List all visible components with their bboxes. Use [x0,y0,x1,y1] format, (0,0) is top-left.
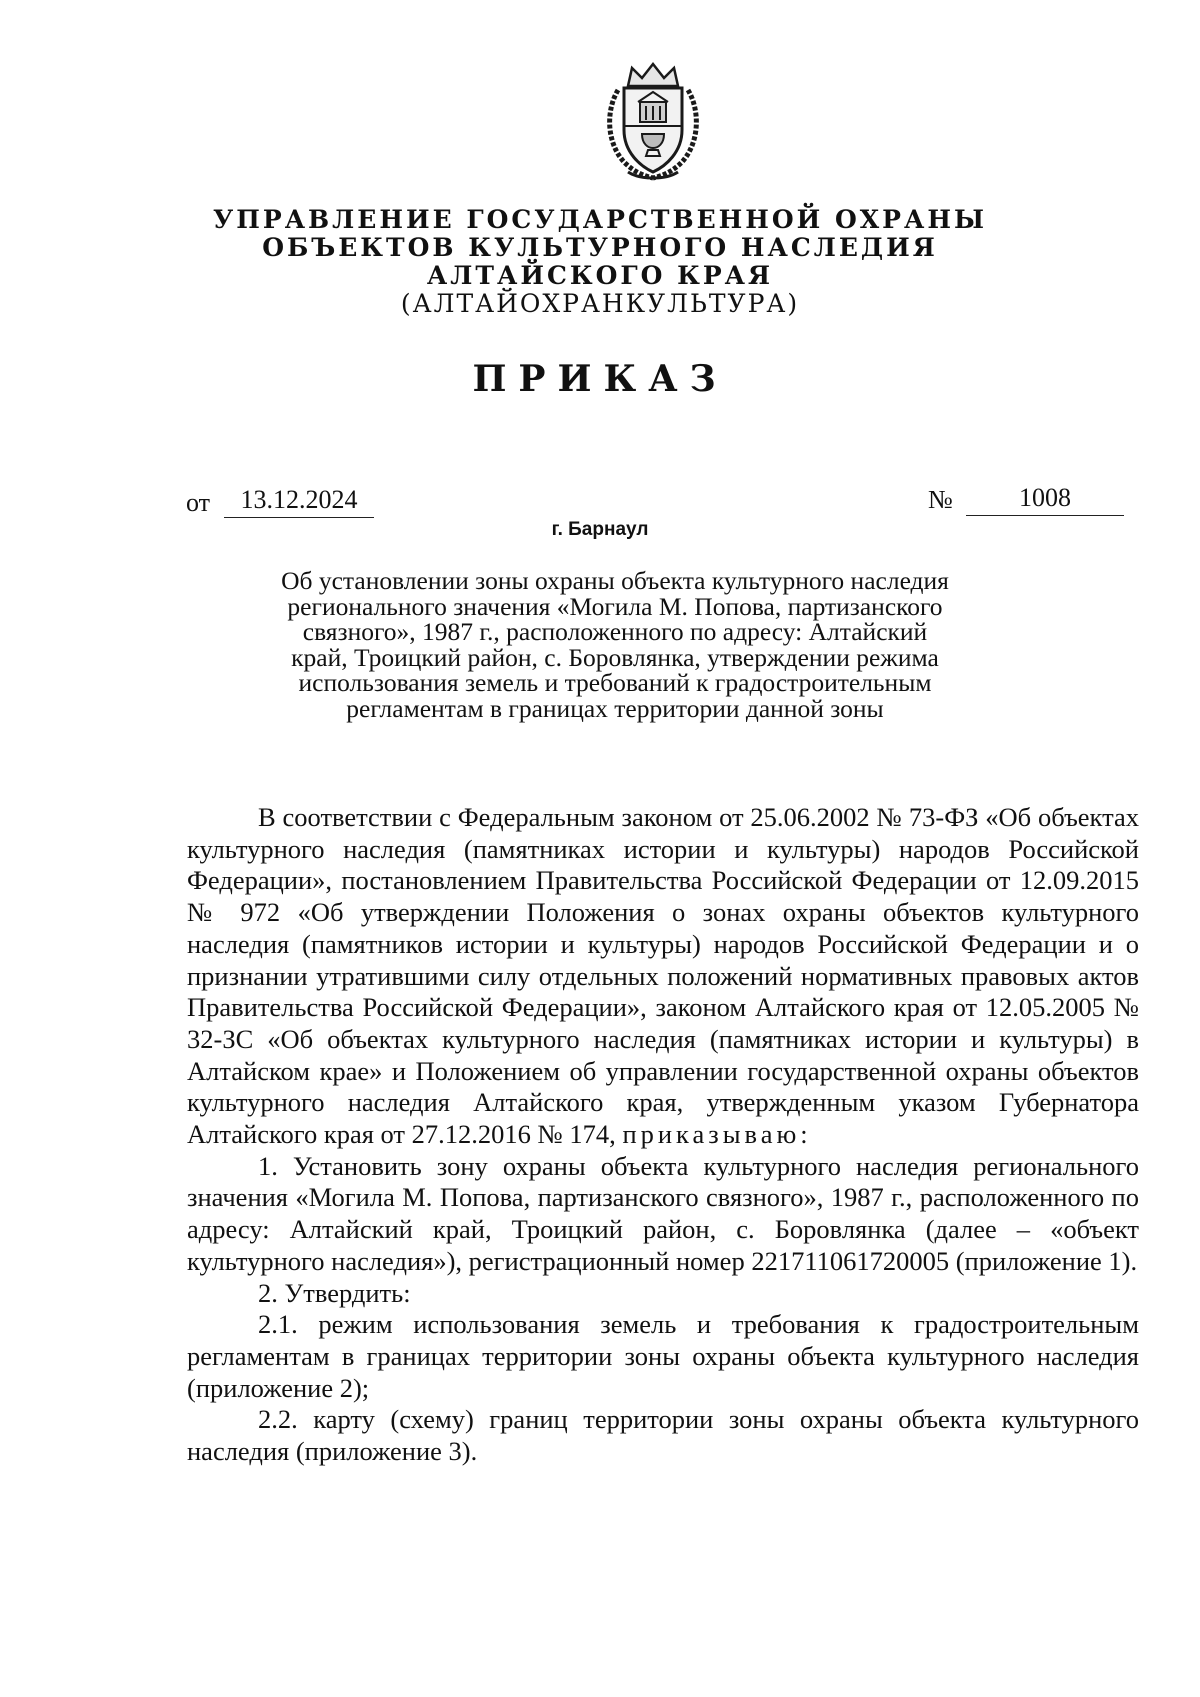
subject-line: связного», 1987 г., расположенного по адресу: Алтайский [302,617,928,646]
preamble-paragraph [187,802,1139,1151]
preamble-text: В соответствии с Федеральным законом от 25.06.2002 № 73-ФЗ «Об объектах культурного наследия (памятниках истории и культуры) народов Российской Федерации», постановлением Правительства Российской Федерации от 12.09.2015 № 972 «Об утверждении Положения о зонах охраны объектов культурного наследия (памятников истории и культуры) народов Российской Федерации и о признании утратившими силу отдельных положений нормативных правовых актов Правительства Российской Федерации», законом Алтайского края от 12.05.2005 № 32-ЗС «Об объектах культурного наследия (памятниках истории и культуры) в Алтайском крае» и Положением об управлении государственной охраны объектов культурного наследия Алтайского края, утвержденным указом Губернатора Алтайского края от 27.12.2016 № 174, [187,802,1139,1150]
agency-line-1: УПРАВЛЕНИЕ ГОСУДАРСТВЕННОЙ ОХРАНЫ [213,205,987,234]
coat-of-arms-emblem [598,60,708,184]
order-item: 2.1. режим использования земель и требования к градостроительным регламентам в границах территории зоны охраны объекта культурного наследия (приложение 2); [187,1309,1139,1403]
document-city: г. Барнаул [551,519,649,540]
subject-line: край, Троицкий район, с. Боровлянка, утверждении режима [291,642,939,672]
order-word: приказываю: [622,1119,812,1150]
document-subject [240,568,990,721]
order-item: 2. Утвердить: [258,1277,411,1308]
agency-name [0,206,1200,318]
order-item: 1. Установить зону охраны объекта культурного наследия регионального значения «Могила М. Попова, партизанского связного», 1987 г., расположенного по адресу: Алтайский край, Троицкий район, с. Боровлянка (далее – «объект культурного наследия»), регистрационный номер 221711061720005 (приложение 1). [187,1150,1139,1276]
subject-line: регламентам в границах территории данной зоны [346,693,884,723]
document-type: ПРИКАЗ [472,358,728,400]
document-body [187,802,1139,1468]
subject-line: использования земель и требований к градостроительным [298,668,932,697]
number-label: № [928,485,953,514]
subject-line: регионального значения «Могила М. Попова, партизанского [287,591,943,621]
order-item: 2.2. карту (схему) границ территории зоны охраны объекта культурного наследия (приложение 3). [187,1404,1139,1467]
agency-line-3: АЛТАЙСКОГО КРАЯ [426,261,774,290]
document-number: 1008 [966,481,1124,516]
agency-short-name: (АЛТАЙОХРАНКУЛЬТУРА) [400,289,800,318]
subject-line: Об установлении зоны охраны объекта культурного наследия [281,566,949,595]
document-date: 13.12.2024 [224,483,374,518]
agency-line-2: ОБЪЕКТОВ КУЛЬТУРНОГО НАСЛЕДИЯ [262,233,938,262]
date-label: от [186,488,211,517]
